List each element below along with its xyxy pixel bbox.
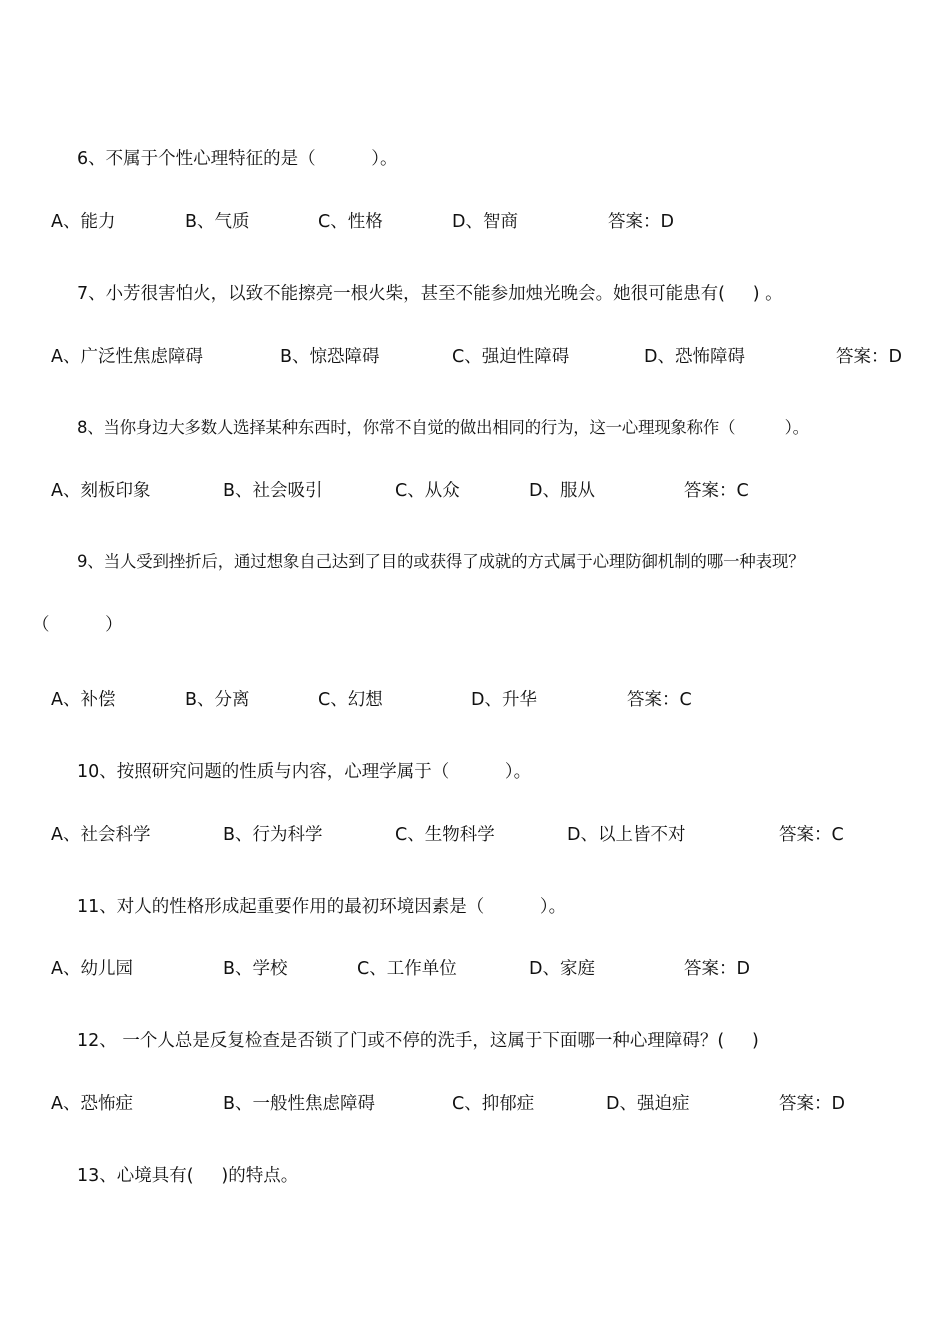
question-11-answer: 答案：D	[684, 959, 750, 979]
question-11-option-c: C、工作单位	[357, 959, 457, 979]
question-10-option-d: D、以上皆不对	[567, 825, 686, 845]
question-6-option-d: D、智商	[452, 212, 518, 232]
question-8-option-d: D、服从	[529, 481, 595, 501]
question-10-option-c: C、生物科学	[395, 825, 495, 845]
question-7-option-b: B、惊恐障碍	[280, 347, 380, 367]
question-12-answer: 答案：D	[779, 1094, 845, 1114]
question-8-option-b: B、社会吸引	[223, 481, 323, 501]
question-9-option-c: C、幻想	[318, 690, 383, 710]
question-7-answer: 答案：D	[836, 347, 902, 367]
question-9-option-b: B、分离	[185, 690, 250, 710]
question-10-stem: 10、按照研究问题的性质与内容，心理学属于（ ）。	[77, 762, 532, 782]
question-9-option-d: D、升华	[471, 690, 537, 710]
question-12-option-b: B、一般性焦虑障碍	[223, 1094, 376, 1114]
question-10-answer: 答案：C	[779, 825, 844, 845]
question-7-option-d: D、恐怖障碍	[644, 347, 745, 367]
question-9-stem-continued: （ ）	[32, 615, 123, 635]
question-10-option-b: B、行为科学	[223, 825, 323, 845]
question-9-answer: 答案：C	[627, 690, 692, 710]
question-11-option-a: A、幼儿园	[51, 959, 133, 979]
question-7-option-c: C、强迫性障碍	[452, 347, 570, 367]
question-12-option-c: C、抑郁症	[452, 1094, 535, 1114]
question-11-option-b: B、学校	[223, 959, 288, 979]
question-12-option-d: D、强迫症	[606, 1094, 690, 1114]
question-6-answer: 答案：D	[608, 212, 674, 232]
question-8-option-c: C、从众	[395, 481, 460, 501]
question-6-stem: 6、不属于个性心理特征的是（ ）。	[77, 149, 398, 169]
question-8-answer: 答案：C	[684, 481, 749, 501]
question-12-option-a: A、恐怖症	[51, 1094, 133, 1114]
question-12-stem: 12、 一个人总是反复检查是否锁了门或不停的洗手，这属于下面哪一种心理障碍？( )	[77, 1031, 759, 1051]
question-9-stem: 9、当人受到挫折后，通过想象自己达到了目的或获得了成就的方式属于心理防御机制的哪一种表现？	[77, 552, 805, 571]
question-9-option-a: A、补偿	[51, 690, 116, 710]
question-6-option-c: C、性格	[318, 212, 383, 232]
question-6-option-a: A、能力	[51, 212, 116, 232]
question-11-stem: 11、对人的性格形成起重要作用的最初环境因素是（ ）。	[77, 897, 567, 917]
question-7-option-a: A、广泛性焦虑障碍	[51, 347, 203, 367]
question-6-option-b: B、气质	[185, 212, 250, 232]
question-11-option-d: D、家庭	[529, 959, 595, 979]
question-13-stem: 13、心境具有( )的特点。	[77, 1166, 299, 1186]
question-7-stem: 7、小芳很害怕火，以致不能擦亮一根火柴，甚至不能参加烛光晚会。她很可能患有( ) 。	[77, 284, 783, 304]
question-8-option-a: A、刻板印象	[51, 481, 151, 501]
question-8-stem: 8、当你身边大多数人选择某种东西时，你常不自觉的做出相同的行为，这一心理现象称作（ ）。	[77, 418, 809, 437]
question-10-option-a: A、社会科学	[51, 825, 151, 845]
